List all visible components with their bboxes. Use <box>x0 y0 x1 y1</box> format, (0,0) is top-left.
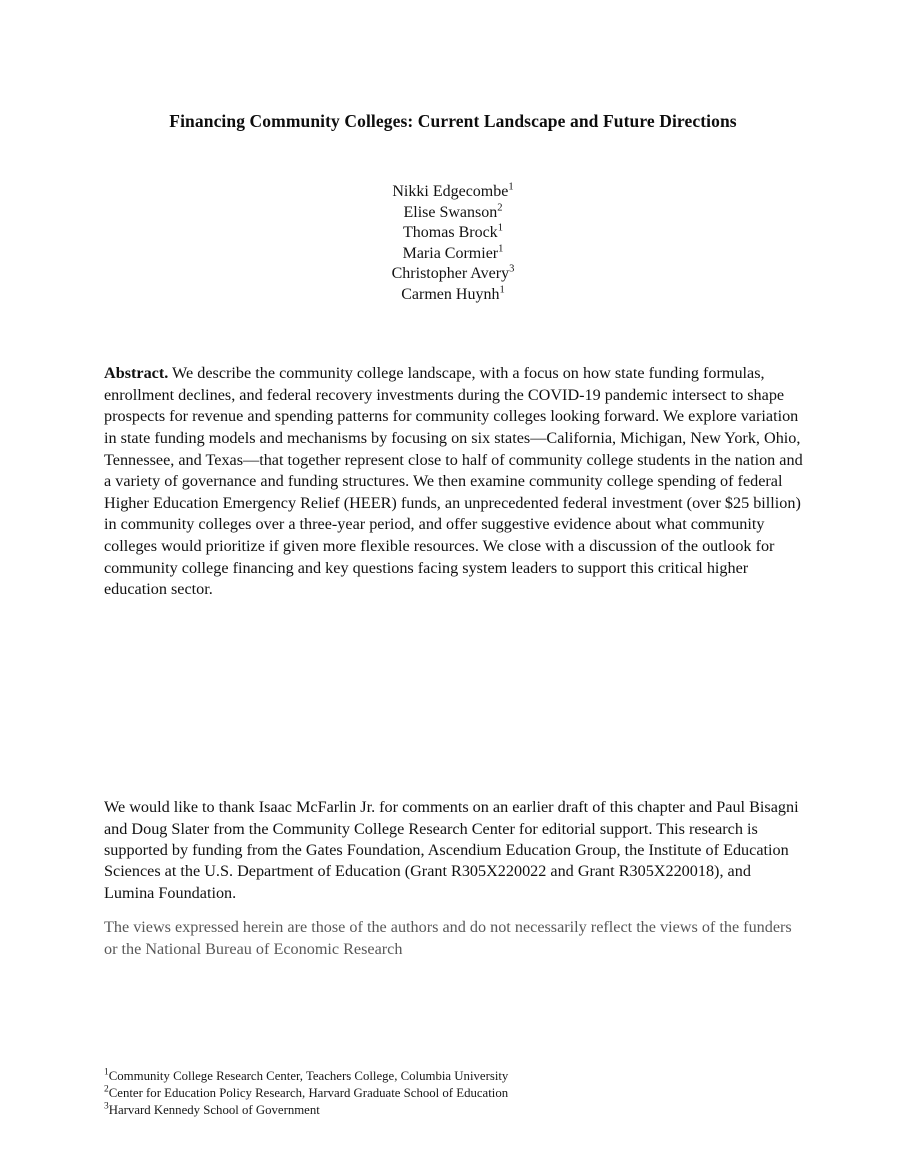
abstract-section <box>104 363 804 601</box>
abstract-label: Abstract. <box>104 364 169 383</box>
author-affiliation-marker: 1 <box>497 222 503 234</box>
author-name: Elise Swanson <box>403 203 498 221</box>
author-affiliation-marker: 1 <box>499 284 505 296</box>
footnote-marker: 2 <box>104 1084 109 1095</box>
footnote-item <box>104 1068 804 1085</box>
author-name: Christopher Avery <box>391 265 510 282</box>
author-affiliation-marker: 1 <box>508 181 514 193</box>
author-entry <box>104 244 802 265</box>
disclaimer-paragraph: The views expressed herein are those of the authors and do not necessarily reflect the views of the funders or the National Bureau of Economic Research <box>104 918 792 958</box>
author-name: Carmen Huynh <box>401 285 500 303</box>
author-entry <box>104 264 802 285</box>
author-entry <box>104 285 802 306</box>
author-entry <box>104 182 802 203</box>
author-name: Maria Cormier <box>402 244 499 262</box>
footnote-item <box>104 1102 804 1119</box>
author-name: Thomas Brock <box>403 224 498 241</box>
footnote-marker: 1 <box>104 1067 109 1078</box>
footnote-text: Harvard Kennedy School of Government <box>108 1103 320 1118</box>
author-affiliation-marker: 1 <box>498 243 504 255</box>
author-name: Nikki Edgecombe <box>392 183 509 200</box>
footnote-text: Center for Education Policy Research, Harvard Graduate School of Education <box>108 1086 509 1101</box>
author-affiliation-marker: 3 <box>509 263 515 275</box>
footnotes-section <box>104 1068 804 1120</box>
author-entry <box>104 223 802 244</box>
page-title: Financing Community Colleges: Current Landscape and Future Directions <box>169 110 737 131</box>
abstract-body: We describe the community college landscape, with a focus on how state funding formulas, enrollment declines, and federal recovery investments during the COVID-19 pandemic intersect to shape prospects for revenue and spending patterns for community colleges looking forward. We explore variation in state funding models and mechanisms by focusing on six states—California, Michigan, New York, Ohio, Tennessee, and Texas—that together represent close to half of community college students in the nation and a variety of governance and funding structures. We then examine community college spending of federal Higher Education Emergency Relief (HEER) funds, an unprecedented federal investment (over $25 billion) in community colleges over a three-year period, and offer suggestive evidence about what community colleges would prioritize if given more flexible resources. We close with a discussion of the outlook for community college financing and key questions facing system leaders to support this critical higher education sector. <box>104 364 803 599</box>
footnote-text: Community College Research Center, Teachers College, Columbia University <box>108 1069 509 1083</box>
author-list <box>104 182 802 305</box>
acknowledgments-paragraph: We would like to thank Isaac McFarlin Jr. for comments on an earlier draft of this chapter and Paul Bisagni and Doug Slater from the Community College Research Center for editorial support. This research is supported by funding from the Gates Foundation, Ascendium Education Group, the Institute of Education Sciences at the U.S. Department of Education (Grant R305X220022 and Grant R305X220018), and Lumina Foundation. <box>104 798 799 902</box>
author-entry <box>104 203 802 224</box>
author-affiliation-marker: 2 <box>497 202 503 214</box>
footnote-marker: 3 <box>104 1102 109 1113</box>
footnote-item <box>104 1085 804 1102</box>
